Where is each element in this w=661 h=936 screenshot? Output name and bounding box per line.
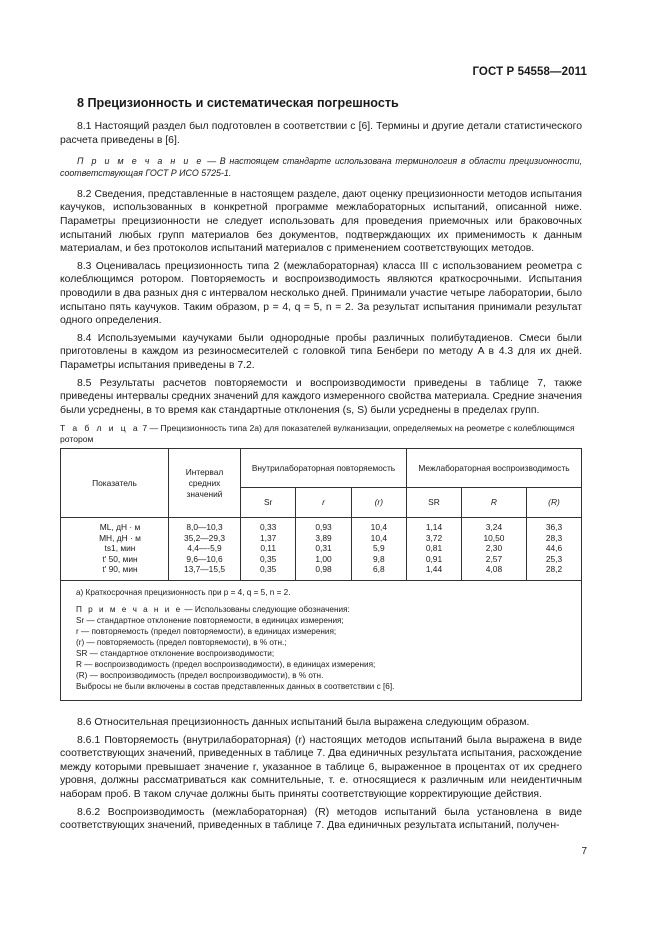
table-notes-row [61,581,582,701]
col-r-rel [351,518,406,581]
doc-code: ГОСТ Р 54558—2011 [472,66,587,78]
paragraph-8-2: 8.2 Сведения, представленные в настоящем разделе, дают оценку прецизионности методов испытания каучуков, использованных в конкретной программе межлабораторных испытаний, описанной ниже. Параметры прецизионности не следует использовать для проведения приемочных или браковочных испытаний любых групп материалов без документов, подтверждающих их применимость к данным материалам, и без протоколов испытаний материалов с применением соответствующих методов. [60,188,582,255]
precision-table [60,448,582,701]
table-cell: 4,08 [485,563,503,574]
table-row: t' 90, мин [102,563,138,574]
col-indicator [61,518,169,581]
table-row: ts1, мин [104,543,136,554]
table-footnote-a: а) Краткосрочная прецизионность при p = 4, q = 5, n = 2. [76,588,291,598]
table-cell: 6,8 [373,563,385,574]
header-sR: SR [407,488,462,518]
main-content [60,96,582,701]
table-cell: 1,37 [260,532,277,543]
table-notes-prefix: П р и м е ч а н и е [76,605,183,615]
table-cell: 25,3 [545,553,563,564]
col-sR [407,518,462,581]
header-reproducibility: Межлабораторная воспроизводимость [407,449,582,488]
list-item: SR — стандартное отклонение воспроизводимости; [76,649,275,659]
table-cell: 3,24 [485,522,503,533]
col-interval [169,518,241,581]
list-item: (r) — повторяемость (предел повторяемости), в % отн.; [76,638,287,648]
note-text: — В настоящем стандарте использована терминология в области прецизионности, соответствующая ГОСТ Р ИСО 5725-1. [60,156,582,178]
table-notes [61,581,582,701]
table-cell: 0,91 [425,553,443,564]
table-cell: 4,4—-5,9 [187,543,222,554]
bottom-content [60,716,582,833]
table-cell: 1,00 [315,553,332,564]
table-cell: 3,72 [425,532,443,543]
header-indicator: Показатель [61,449,169,518]
paragraph-8-1: 8.1 Настоящий раздел был подготовлен в соответствии с [6]. Термины и другие детали статистического расчета приведены в [6]. [60,121,582,146]
paragraph-8-6-1: 8.6.1 Повторяемость (внутрилабораторная) (r) настоящих методов испытаний была выражена в виде соответствующих значений, приведенных в таблице 7. Два единичных результата испытания, расхождение между которыми превышает значение r, указанное в таблице 6, выраженное в процентах от их среднего уровня, должны рассматриваться как сомнительные, т. е. относящиеся к различным или неидентичным наборам проб. В таком случае должны быть приняты соответствующие корректирующие действия. [60,734,582,800]
table-notes-intro [76,604,573,615]
header-sr: Sr [241,488,296,518]
header-R-rel: (R) [526,488,581,518]
table-row: ML, дН · м [99,522,141,533]
table-caption [60,423,582,445]
table-notes-intro-text: — Использованы следующие обозначения: [182,605,350,615]
col-sr [241,518,296,581]
table-cell: 2,30 [485,543,503,554]
table-cell: 0,98 [315,563,332,574]
header-repeatability: Внутрилабораторная повторяемость [241,449,407,488]
col-r [296,518,351,581]
paragraph-8-4: 8.4 Используемыми каучуками были однородные пробы различных полибутадиенов. Смеси были приготовлены в каждом из резиносмесителей с головкой типа Бенбери по методу A в 4.3 для их дней. Параметры испытания приведены в 7.2. [60,332,582,371]
table-cell: 0,93 [315,522,332,533]
table-cell: 3,89 [315,532,332,543]
table-row: t' 50, мин [102,553,138,564]
paragraph-8-6: 8.6 Относительная прецизионность данных испытаний была выражена следующим образом. [77,717,530,728]
note-prefix: П р и м е ч а н и е [77,156,204,167]
table-cell: 0,35 [260,553,277,564]
table-cell: 10,50 [483,532,505,543]
header-R: R [461,488,526,518]
note-terminology [60,156,582,180]
table-cell: 5,9 [373,543,385,554]
table-row: MH, дН · м [99,532,141,543]
col-R-rel [526,518,581,581]
table-cell: 0,31 [315,543,332,554]
table-caption-prefix: Т а б л и ц а [60,423,140,434]
paragraph-8-6-2: 8.6.2 Воспроизводимость (межлабораторная) (R) методов испытаний была установлена в виде соответствующих значений, приведенных в таблице 7. Два единичных результата испытаний, получен- [60,806,582,832]
table-cell: 0,33 [260,522,277,533]
section-title: 8 Прецизионность и систематическая погрешность [77,96,399,110]
table-cell: 0,35 [260,563,277,574]
list-item: Sr — стандартное отклонение повторяемости, в единицах измерения; [76,616,344,626]
table-body-row [61,518,582,581]
table-cell: 10,4 [370,532,387,543]
table-cell: 9,8 [373,553,385,564]
page-number: 7 [581,846,587,857]
table-caption-text: 7 — Прецизионность типа 2а) для показателей вулканизации, определяемых на реометре с колеблющимся ротором [60,423,575,445]
table-cell: 44,6 [545,543,563,554]
paragraph-8-3: 8.3 Оценивалась прецизионность типа 2 (межлабораторная) класса III с использованием реометра с колеблющимся ротором. Повторяемость и воспроизводимость являются краткосрочными. Испытания проводили в два разных дня с интервалом несколько дней. Принимали участие четыре лаборатории, было испытано пять каучуков. Таким образом, p = 4, q = 5, n = 2. За результат испытания принимали результат одного определения. [60,260,582,327]
table-cell: 1,14 [425,522,443,533]
header-r: r [296,488,351,518]
table-cell: 10,4 [370,522,387,533]
table-cell: 35,2—29,3 [184,532,225,543]
list-item: r — повторяемость (предел повторяемости), в единицах измерения; [76,627,337,637]
table-cell: 2,57 [485,553,503,564]
list-item: (R) — воспроизводимость (предел воспроизводимости), в % отн. [76,671,324,681]
col-R [461,518,526,581]
paragraph-8-5: 8.5 Результаты расчетов повторяемости и воспроизводимости приведены в таблице 7, также приведены интервалы средних значений для каждого измеренного свойства материала. Средние значения были усреднены, в то время как стандартные отклонения (s, S) были усреднены в пределах групп. [60,377,582,416]
table-cell: 0,11 [260,543,276,554]
table-cell: 28,2 [545,563,563,574]
header-interval: Интервал средних значений [169,449,241,518]
table-cell: 36,3 [545,522,563,533]
table-cell: 9,6—10,6 [186,553,223,564]
list-item: R — воспроизводимость (предел воспроизводимости), в единицах измерения; [76,660,376,670]
header-r-rel: (r) [351,488,406,518]
table-cell: 0,81 [425,543,443,554]
table-cell: 13,7—15,5 [184,563,225,574]
table-cell: 8,0—10,3 [186,522,223,533]
table-cell: 28,3 [545,532,563,543]
table-cell: 1,44 [425,563,443,574]
list-item: Выбросы не были включены в состав представленных данных в соответствии с [6]. [76,682,395,692]
